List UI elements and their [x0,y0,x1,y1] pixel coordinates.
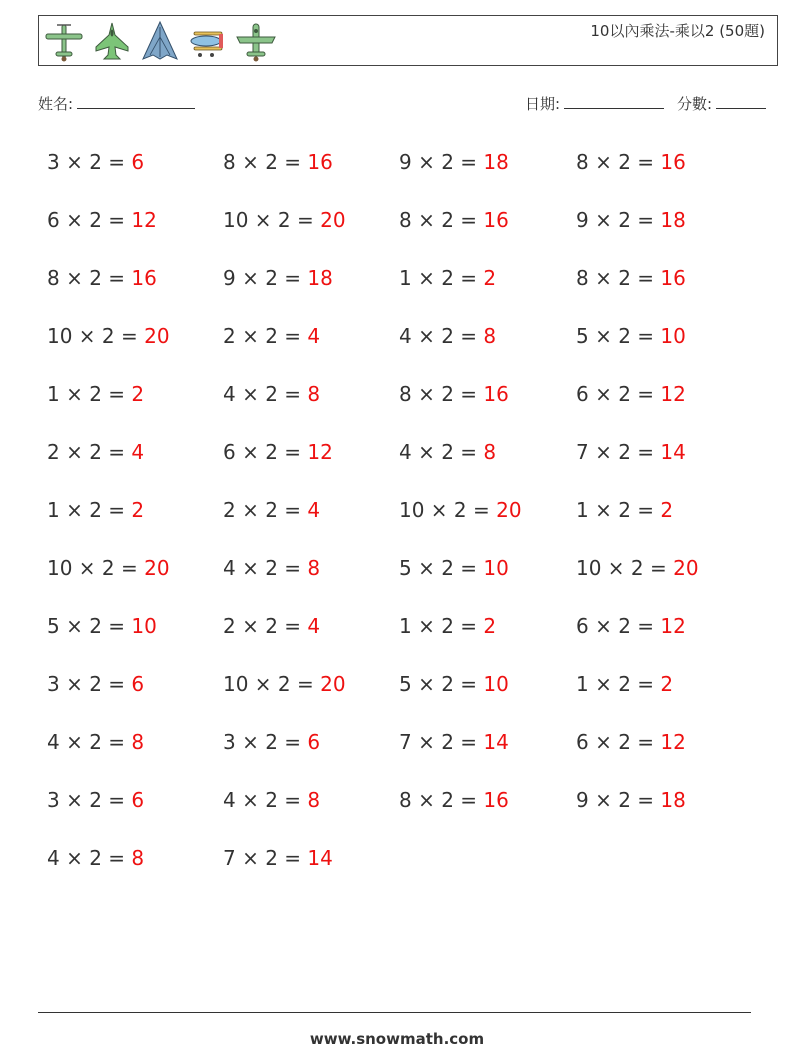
problem-item [47,324,170,348]
problem-answer: 4 [131,440,145,464]
problem-item [399,672,509,696]
problem-question: 8 × 2 = [576,150,661,174]
problem-answer: 10 [483,556,509,580]
problem-question: 6 × 2 = [576,730,661,754]
problem-answer: 20 [320,672,346,696]
problem-item [576,440,686,464]
problem-answer: 14 [660,440,686,464]
problem-answer: 6 [131,150,145,174]
problem-item [223,846,333,870]
problem-answer: 20 [496,498,522,522]
problem-item [47,382,144,406]
problem-item [399,730,509,754]
problem-question: 8 × 2 = [223,150,308,174]
problem-answer: 20 [144,556,170,580]
problem-answer: 2 [483,266,497,290]
problem-question: 5 × 2 = [576,324,661,348]
problem-item [223,266,333,290]
problem-question: 10 × 2 = [47,324,145,348]
problem-item [399,208,509,232]
problem-item [223,150,333,174]
problem-item [47,788,144,812]
problem-question: 8 × 2 = [47,266,132,290]
problem-item [399,614,496,638]
problem-question: 4 × 2 = [47,846,132,870]
problem-answer: 16 [131,266,157,290]
problem-answer: 8 [131,730,145,754]
problem-item [47,614,157,638]
problem-question: 3 × 2 = [47,150,132,174]
problem-answer: 2 [131,498,145,522]
problem-item [399,150,509,174]
problem-answer: 16 [660,150,686,174]
problem-question: 1 × 2 = [399,266,484,290]
problem-item [223,440,333,464]
name-label: 姓名: [38,95,74,113]
problem-question: 8 × 2 = [399,208,484,232]
problem-answer: 14 [307,846,333,870]
problem-answer: 6 [131,672,145,696]
problem-question: 2 × 2 = [223,498,308,522]
problem-item [576,788,686,812]
problem-answer: 18 [660,788,686,812]
problem-item [576,556,699,580]
problem-question: 4 × 2 = [223,788,308,812]
problem-question: 1 × 2 = [399,614,484,638]
problem-item [576,730,686,754]
problem-question: 6 × 2 = [47,208,132,232]
problem-item [223,208,346,232]
problem-question: 4 × 2 = [399,440,484,464]
problem-answer: 12 [660,730,686,754]
problem-question: 1 × 2 = [47,382,132,406]
date-label: 日期: [525,95,561,113]
problem-answer: 16 [483,208,509,232]
problem-item [576,150,686,174]
problem-item [223,730,320,754]
problem-question: 1 × 2 = [47,498,132,522]
problem-item [399,440,496,464]
problem-answer: 16 [660,266,686,290]
problem-question: 8 × 2 = [576,266,661,290]
problem-answer: 18 [483,150,509,174]
problem-answer: 8 [131,846,145,870]
problem-question: 4 × 2 = [47,730,132,754]
problem-answer: 2 [483,614,497,638]
problem-question: 8 × 2 = [399,382,484,406]
problem-answer: 8 [307,788,321,812]
problem-item [47,846,144,870]
problem-answer: 20 [320,208,346,232]
problem-question: 1 × 2 = [576,672,661,696]
problem-item [47,730,144,754]
problem-answer: 8 [307,556,321,580]
problem-answer: 18 [307,266,333,290]
problem-item [576,266,686,290]
problem-item [223,672,346,696]
problem-question: 7 × 2 = [223,846,308,870]
problem-answer: 10 [131,614,157,638]
problem-item [399,324,496,348]
problem-question: 9 × 2 = [223,266,308,290]
problem-item [399,266,496,290]
problem-answer: 10 [660,324,686,348]
problem-item [399,556,509,580]
problem-answer: 6 [307,730,321,754]
score-label: 分數: [677,95,713,113]
problem-answer: 8 [483,440,497,464]
problem-answer: 18 [660,208,686,232]
problem-question: 10 × 2 = [576,556,674,580]
problem-question: 9 × 2 = [399,150,484,174]
problem-answer: 14 [483,730,509,754]
problem-item [576,498,673,522]
problem-answer: 4 [307,324,321,348]
problem-answer: 20 [673,556,699,580]
problem-question: 3 × 2 = [223,730,308,754]
problem-item [47,498,144,522]
problem-question: 5 × 2 = [399,672,484,696]
problem-question: 7 × 2 = [399,730,484,754]
problem-answer: 2 [131,382,145,406]
problem-question: 10 × 2 = [399,498,497,522]
problem-answer: 6 [131,788,145,812]
problem-item [47,440,144,464]
problem-question: 2 × 2 = [47,440,132,464]
problem-question: 6 × 2 = [223,440,308,464]
problem-item [223,498,320,522]
problem-item [399,382,509,406]
problem-question: 9 × 2 = [576,208,661,232]
problem-question: 9 × 2 = [576,788,661,812]
problem-item [223,382,320,406]
problem-answer: 16 [307,150,333,174]
problem-question: 7 × 2 = [576,440,661,464]
problem-question: 10 × 2 = [223,208,321,232]
footer-site: www.snowmath.com [309,1030,485,1048]
problem-item [223,324,320,348]
problem-item [223,556,320,580]
problem-item [223,788,320,812]
problem-question: 1 × 2 = [576,498,661,522]
problem-question: 4 × 2 = [223,382,308,406]
problem-question: 10 × 2 = [223,672,321,696]
problem-item [576,614,686,638]
problem-answer: 4 [307,498,321,522]
problem-item [47,266,157,290]
problem-answer: 8 [483,324,497,348]
problem-answer: 10 [483,672,509,696]
problem-answer: 16 [483,788,509,812]
problem-question: 3 × 2 = [47,788,132,812]
problem-question: 3 × 2 = [47,672,132,696]
problem-item [47,672,144,696]
problem-question: 6 × 2 = [576,614,661,638]
problem-answer: 20 [144,324,170,348]
worksheet-title: 10以內乘法-乘以2 (50題) [590,22,765,40]
problem-question: 5 × 2 = [47,614,132,638]
problem-question: 2 × 2 = [223,324,308,348]
problem-question: 4 × 2 = [223,556,308,580]
problem-answer: 2 [660,672,674,696]
problem-question: 8 × 2 = [399,788,484,812]
problem-answer: 16 [483,382,509,406]
problem-item [399,788,509,812]
problem-question: 2 × 2 = [223,614,308,638]
problem-item [223,614,320,638]
problem-answer: 2 [660,498,674,522]
problem-item [47,150,144,174]
problem-question: 4 × 2 = [399,324,484,348]
footer-rule [38,1012,751,1013]
problem-answer: 12 [307,440,333,464]
problem-answer: 4 [307,614,321,638]
problem-item [47,208,157,232]
problem-question: 10 × 2 = [47,556,145,580]
problem-item [47,556,170,580]
problem-item [399,498,522,522]
problem-answer: 12 [660,614,686,638]
problem-item [576,208,686,232]
problem-question: 6 × 2 = [576,382,661,406]
problem-item [576,324,686,348]
problem-answer: 8 [307,382,321,406]
problem-question: 5 × 2 = [399,556,484,580]
problem-answer: 12 [131,208,157,232]
problem-item [576,672,673,696]
problem-answer: 12 [660,382,686,406]
problem-item [576,382,686,406]
